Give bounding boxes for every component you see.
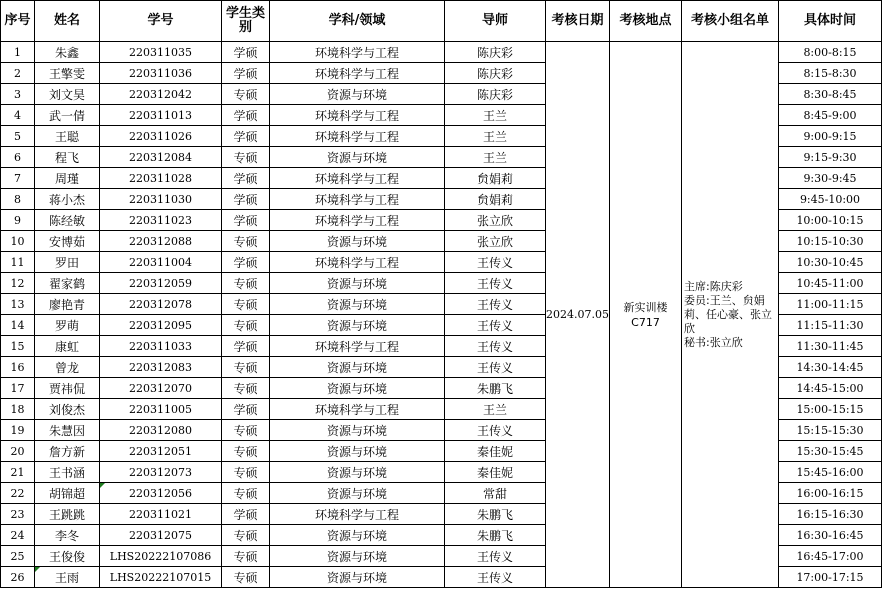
cell-no: 21 <box>1 462 35 483</box>
header-advisor: 导师 <box>445 1 546 42</box>
cell-student-id: LHS20222107015 <box>100 567 222 588</box>
cell-name: 周瑾 <box>35 168 100 189</box>
cell-advisor: 王兰 <box>445 399 546 420</box>
cell-no: 17 <box>1 378 35 399</box>
cell-time: 10:15-10:30 <box>779 231 882 252</box>
cell-subject: 资源与环境 <box>270 357 445 378</box>
cell-no: 20 <box>1 441 35 462</box>
cell-advisor: 陈庆彩 <box>445 42 546 63</box>
cell-name: 曾龙 <box>35 357 100 378</box>
cell-name: 王聪 <box>35 126 100 147</box>
table-body <box>1 42 882 588</box>
cell-category: 学硕 <box>222 168 270 189</box>
header-row <box>1 1 882 42</box>
cell-student-id: 220312084 <box>100 147 222 168</box>
panel-members: 委员:王兰、贠娟莉、任心豪、张立欣 <box>684 293 772 335</box>
cell-category: 专硕 <box>222 441 270 462</box>
cell-advisor: 秦佳妮 <box>445 441 546 462</box>
exam-date-cell: 2024.07.05 <box>546 42 610 588</box>
cell-student-id: 220311023 <box>100 210 222 231</box>
cell-category: 学硕 <box>222 399 270 420</box>
panel-chair: 主席:陈庆彩 <box>684 279 743 293</box>
header-time: 具体时间 <box>779 1 882 42</box>
cell-subject: 资源与环境 <box>270 315 445 336</box>
cell-time: 11:30-11:45 <box>779 336 882 357</box>
cell-advisor: 王传义 <box>445 567 546 588</box>
cell-category: 学硕 <box>222 210 270 231</box>
panel-secretary: 秘书:张立欣 <box>684 335 743 349</box>
cell-subject: 环境科学与工程 <box>270 63 445 84</box>
cell-time: 11:15-11:30 <box>779 315 882 336</box>
cell-time: 8:30-8:45 <box>779 84 882 105</box>
cell-name: 詹方新 <box>35 441 100 462</box>
cell-subject: 环境科学与工程 <box>270 399 445 420</box>
cell-name: 廖艳青 <box>35 294 100 315</box>
cell-advisor: 陈庆彩 <box>445 63 546 84</box>
cell-no: 12 <box>1 273 35 294</box>
cell-time: 15:45-16:00 <box>779 462 882 483</box>
cell-name: 武一倩 <box>35 105 100 126</box>
cell-name: 罗萌 <box>35 315 100 336</box>
exam-place-line: 新实训楼 <box>623 300 668 314</box>
cell-time: 15:00-15:15 <box>779 399 882 420</box>
cell-student-id: 220312078 <box>100 294 222 315</box>
cell-subject: 环境科学与工程 <box>270 105 445 126</box>
cell-student-id: 220311013 <box>100 105 222 126</box>
cell-subject: 环境科学与工程 <box>270 336 445 357</box>
cell-student-id: LHS20222107086 <box>100 546 222 567</box>
cell-category: 学硕 <box>222 126 270 147</box>
cell-student-id: 220311005 <box>100 399 222 420</box>
cell-category: 学硕 <box>222 252 270 273</box>
cell-no: 14 <box>1 315 35 336</box>
cell-time: 9:30-9:45 <box>779 168 882 189</box>
cell-no: 11 <box>1 252 35 273</box>
cell-name: 朱慧因 <box>35 420 100 441</box>
cell-subject: 资源与环境 <box>270 231 445 252</box>
cell-category: 学硕 <box>222 63 270 84</box>
cell-advisor: 朱鹏飞 <box>445 378 546 399</box>
table-row <box>1 42 882 63</box>
cell-category: 专硕 <box>222 294 270 315</box>
cell-no: 9 <box>1 210 35 231</box>
cell-advisor: 王兰 <box>445 105 546 126</box>
cell-student-id: 220311028 <box>100 168 222 189</box>
cell-name: 刘文昊 <box>35 84 100 105</box>
cell-subject: 资源与环境 <box>270 147 445 168</box>
cell-subject: 资源与环境 <box>270 525 445 546</box>
cell-category: 专硕 <box>222 420 270 441</box>
cell-subject: 环境科学与工程 <box>270 189 445 210</box>
cell-time: 9:15-9:30 <box>779 147 882 168</box>
cell-no: 6 <box>1 147 35 168</box>
cell-category: 专硕 <box>222 483 270 504</box>
cell-advisor: 常甜 <box>445 483 546 504</box>
cell-student-id: 220312088 <box>100 231 222 252</box>
cell-student-id: 220312075 <box>100 525 222 546</box>
cell-student-id: 220312051 <box>100 441 222 462</box>
cell-advisor: 张立欣 <box>445 210 546 231</box>
cell-no: 13 <box>1 294 35 315</box>
cell-advisor: 张立欣 <box>445 231 546 252</box>
header-date: 考核日期 <box>546 1 610 42</box>
cell-student-id: 220312042 <box>100 84 222 105</box>
cell-name: 胡锦超 <box>35 483 100 504</box>
cell-no: 24 <box>1 525 35 546</box>
cell-time: 9:45-10:00 <box>779 189 882 210</box>
cell-name: 王俊俊 <box>35 546 100 567</box>
cell-advisor: 朱鹏飞 <box>445 525 546 546</box>
cell-advisor: 贠娟莉 <box>445 189 546 210</box>
cell-subject: 环境科学与工程 <box>270 252 445 273</box>
cell-time: 8:45-9:00 <box>779 105 882 126</box>
cell-category: 学硕 <box>222 504 270 525</box>
cell-advisor: 王传义 <box>445 420 546 441</box>
cell-student-id: 220311035 <box>100 42 222 63</box>
cell-student-id: 220311026 <box>100 126 222 147</box>
cell-category: 专硕 <box>222 567 270 588</box>
cell-time: 14:45-15:00 <box>779 378 882 399</box>
cell-time: 16:00-16:15 <box>779 483 882 504</box>
cell-name: 蒋小杰 <box>35 189 100 210</box>
cell-advisor: 王传义 <box>445 336 546 357</box>
cell-no: 7 <box>1 168 35 189</box>
cell-category: 专硕 <box>222 84 270 105</box>
cell-student-id: 220311030 <box>100 189 222 210</box>
cell-time: 9:00-9:15 <box>779 126 882 147</box>
cell-no: 19 <box>1 420 35 441</box>
cell-time: 16:30-16:45 <box>779 525 882 546</box>
cell-name: 罗田 <box>35 252 100 273</box>
cell-subject: 环境科学与工程 <box>270 168 445 189</box>
cell-name: 王书涵 <box>35 462 100 483</box>
cell-advisor: 王兰 <box>445 147 546 168</box>
cell-category: 专硕 <box>222 231 270 252</box>
cell-category: 专硕 <box>222 462 270 483</box>
cell-category: 专硕 <box>222 273 270 294</box>
cell-name: 李冬 <box>35 525 100 546</box>
cell-name: 刘俊杰 <box>35 399 100 420</box>
cell-no: 8 <box>1 189 35 210</box>
cell-advisor: 秦佳妮 <box>445 462 546 483</box>
cell-advisor: 王传义 <box>445 273 546 294</box>
cell-no: 16 <box>1 357 35 378</box>
header-name: 姓名 <box>35 1 100 42</box>
cell-time: 10:45-11:00 <box>779 273 882 294</box>
cell-name: 王跳跳 <box>35 504 100 525</box>
cell-student-id: 220312070 <box>100 378 222 399</box>
cell-subject: 环境科学与工程 <box>270 42 445 63</box>
cell-subject: 资源与环境 <box>270 483 445 504</box>
cell-no: 4 <box>1 105 35 126</box>
cell-category: 学硕 <box>222 336 270 357</box>
cell-student-id: 220312080 <box>100 420 222 441</box>
cell-time: 8:15-8:30 <box>779 63 882 84</box>
cell-advisor: 贠娟莉 <box>445 168 546 189</box>
cell-advisor: 王传义 <box>445 357 546 378</box>
cell-no: 15 <box>1 336 35 357</box>
header-place: 考核地点 <box>610 1 682 42</box>
cell-no: 18 <box>1 399 35 420</box>
cell-name: 翟家鹤 <box>35 273 100 294</box>
cell-name: 王雨 <box>35 567 100 588</box>
cell-name: 陈经敏 <box>35 210 100 231</box>
cell-advisor: 王传义 <box>445 252 546 273</box>
cell-subject: 环境科学与工程 <box>270 504 445 525</box>
cell-subject: 环境科学与工程 <box>270 126 445 147</box>
cell-time: 11:00-11:15 <box>779 294 882 315</box>
cell-subject: 资源与环境 <box>270 378 445 399</box>
cell-student-id: 220312083 <box>100 357 222 378</box>
cell-category: 专硕 <box>222 357 270 378</box>
cell-time: 15:15-15:30 <box>779 420 882 441</box>
cell-subject: 资源与环境 <box>270 273 445 294</box>
cell-time: 10:30-10:45 <box>779 252 882 273</box>
cell-student-id: 220312059 <box>100 273 222 294</box>
cell-student-id: 220312056 <box>100 483 222 504</box>
cell-no: 10 <box>1 231 35 252</box>
cell-no: 23 <box>1 504 35 525</box>
cell-advisor: 王传义 <box>445 546 546 567</box>
header-subject: 学科/领域 <box>270 1 445 42</box>
cell-category: 学硕 <box>222 105 270 126</box>
cell-time: 17:00-17:15 <box>779 567 882 588</box>
exam-place-line: C717 <box>631 315 660 329</box>
cell-time: 16:45-17:00 <box>779 546 882 567</box>
cell-time: 10:00-10:15 <box>779 210 882 231</box>
cell-subject: 资源与环境 <box>270 420 445 441</box>
cell-advisor: 王传义 <box>445 294 546 315</box>
cell-student-id: 220311004 <box>100 252 222 273</box>
cell-time: 16:15-16:30 <box>779 504 882 525</box>
exam-panel-cell <box>682 42 779 588</box>
cell-subject: 资源与环境 <box>270 567 445 588</box>
cell-name: 程飞 <box>35 147 100 168</box>
cell-time: 15:30-15:45 <box>779 441 882 462</box>
cell-no: 25 <box>1 546 35 567</box>
cell-subject: 资源与环境 <box>270 441 445 462</box>
cell-time: 8:00-8:15 <box>779 42 882 63</box>
cell-subject: 资源与环境 <box>270 546 445 567</box>
cell-category: 专硕 <box>222 546 270 567</box>
cell-advisor: 王传义 <box>445 315 546 336</box>
cell-name: 贾祎侃 <box>35 378 100 399</box>
header-no: 序号 <box>1 1 35 42</box>
cell-advisor: 陈庆彩 <box>445 84 546 105</box>
cell-name: 王擎雯 <box>35 63 100 84</box>
cell-category: 学硕 <box>222 189 270 210</box>
cell-time: 14:30-14:45 <box>779 357 882 378</box>
cell-subject: 环境科学与工程 <box>270 210 445 231</box>
cell-no: 26 <box>1 567 35 588</box>
cell-no: 2 <box>1 63 35 84</box>
cell-student-id: 220311033 <box>100 336 222 357</box>
cell-name: 安博茹 <box>35 231 100 252</box>
cell-subject: 资源与环境 <box>270 462 445 483</box>
cell-student-id: 220311021 <box>100 504 222 525</box>
cell-name: 朱鑫 <box>35 42 100 63</box>
header-category: 学生类别 <box>222 1 270 42</box>
cell-category: 学硕 <box>222 42 270 63</box>
header-student-id: 学号 <box>100 1 222 42</box>
cell-name: 康虹 <box>35 336 100 357</box>
cell-no: 1 <box>1 42 35 63</box>
cell-category: 专硕 <box>222 147 270 168</box>
cell-advisor: 朱鹏飞 <box>445 504 546 525</box>
cell-no: 22 <box>1 483 35 504</box>
exam-place-cell <box>610 42 682 588</box>
cell-category: 专硕 <box>222 378 270 399</box>
cell-advisor: 王兰 <box>445 126 546 147</box>
cell-student-id: 220311036 <box>100 63 222 84</box>
header-panel: 考核小组名单 <box>682 1 779 42</box>
cell-student-id: 220312073 <box>100 462 222 483</box>
cell-no: 5 <box>1 126 35 147</box>
cell-no: 3 <box>1 84 35 105</box>
cell-subject: 资源与环境 <box>270 84 445 105</box>
cell-subject: 资源与环境 <box>270 294 445 315</box>
cell-student-id: 220312095 <box>100 315 222 336</box>
cell-category: 专硕 <box>222 525 270 546</box>
cell-category: 专硕 <box>222 315 270 336</box>
